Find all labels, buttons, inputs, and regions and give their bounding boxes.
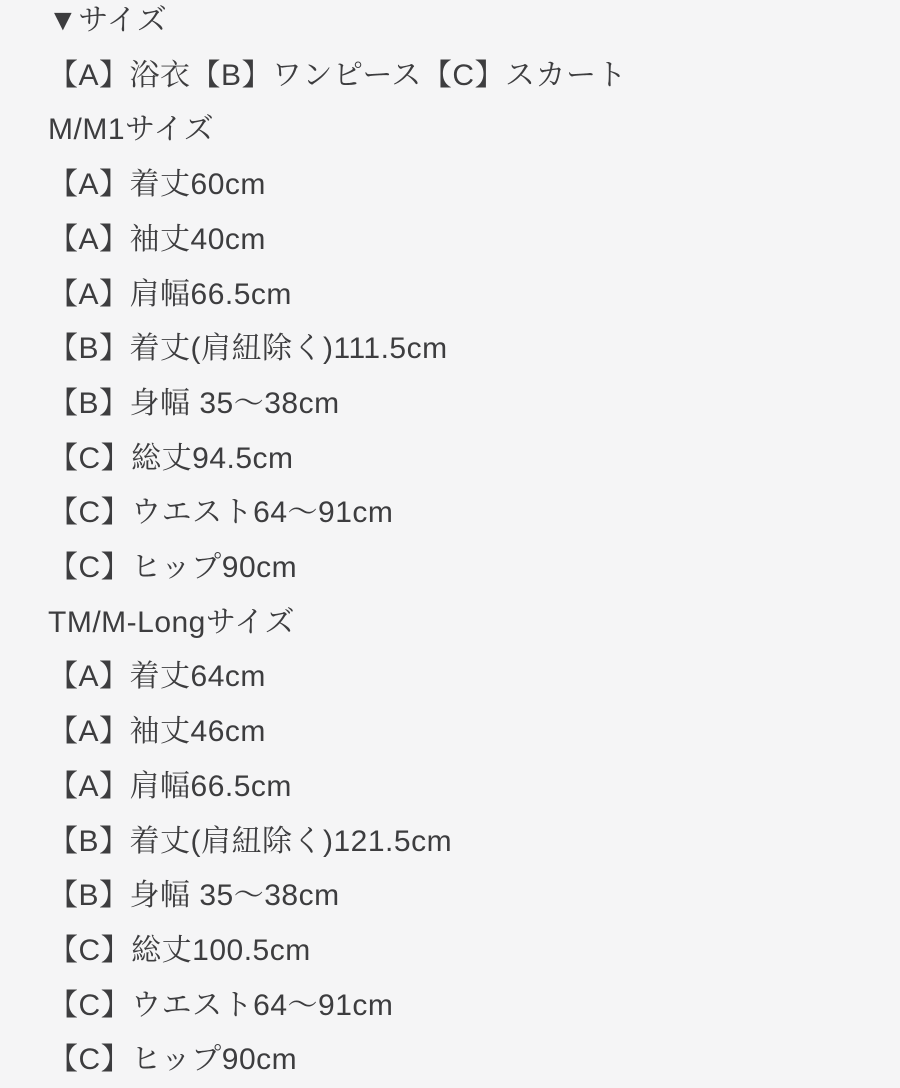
size-row-b-length: 【B】着丈(肩紐除く)121.5cm xyxy=(48,824,453,858)
size-row-a-length: 【A】着丈64cm xyxy=(48,660,266,694)
size-row-b-width: 【B】身幅 35〜38cm xyxy=(48,879,340,913)
size-group-mlong-name: TM/M-Longサイズ xyxy=(48,605,295,639)
size-group-m-name: M/M1サイズ xyxy=(48,113,215,147)
size-row-c-length: 【C】総丈100.5cm xyxy=(48,933,311,967)
size-row-a-length: 【A】着丈60cm xyxy=(48,168,266,202)
size-row-c-hip: 【C】ヒップ90cm xyxy=(48,551,298,585)
size-row-a-sleeve: 【A】袖丈46cm xyxy=(48,715,266,749)
size-row-c-waist: 【C】ウエスト64〜91cm xyxy=(48,496,394,530)
size-row-c-waist: 【C】ウエスト64〜91cm xyxy=(48,988,394,1022)
size-section-heading: ▼サイズ xyxy=(48,4,168,37)
size-row-a-sleeve: 【A】袖丈40cm xyxy=(48,222,266,256)
item-legend: 【A】浴衣【B】ワンピース【C】スカート xyxy=(48,58,627,92)
size-row-b-length: 【B】着丈(肩紐除く)111.5cm xyxy=(48,332,448,366)
size-row-c-hip: 【C】ヒップ90cm xyxy=(48,1043,298,1077)
size-row-b-width: 【B】身幅 35〜38cm xyxy=(48,386,340,420)
size-row-c-length: 【C】総丈94.5cm xyxy=(48,441,294,475)
size-row-a-shoulder: 【A】肩幅66.5cm xyxy=(48,769,292,803)
size-row-a-shoulder: 【A】肩幅66.5cm xyxy=(48,277,292,311)
